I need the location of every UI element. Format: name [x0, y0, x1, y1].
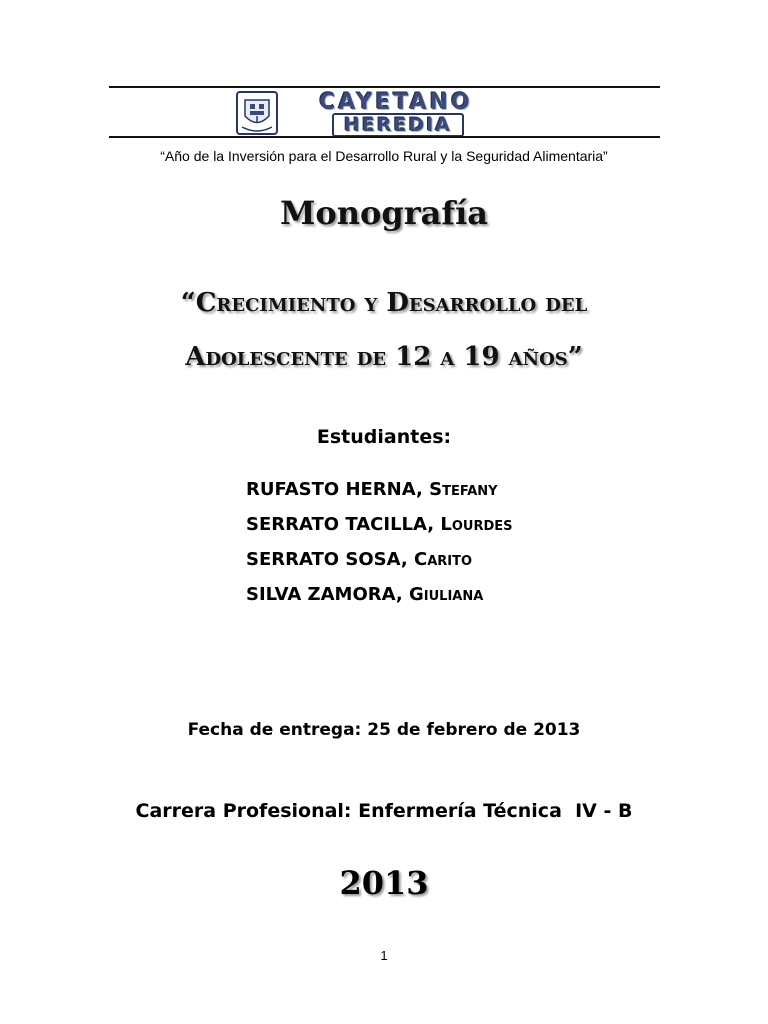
wordmark-line-2: HEREDIA — [332, 113, 464, 137]
wordmark-line-1: CAYETANO — [319, 90, 473, 115]
institute-emblem-icon — [236, 91, 278, 135]
header-bottom-rule — [109, 136, 660, 138]
student-surname: RUFASTO HERNA, — [246, 479, 423, 500]
students-label: Estudiantes: — [316, 426, 452, 448]
title-line-1: “Crecimiento y Desarrollo del — [180, 288, 588, 318]
title-line-2: Adolescente de 12 a 19 años” — [185, 342, 583, 372]
student-item — [246, 507, 513, 542]
student-item — [246, 577, 513, 612]
student-surname: SERRATO SOSA, — [246, 549, 408, 570]
year-motto: “Año de la Inversión para el Desarrollo Rural y la Seguridad Alimentaria” — [160, 148, 608, 164]
student-given-name: Lourdes — [440, 514, 513, 535]
student-given-name: Stefany — [429, 479, 498, 500]
student-item — [246, 472, 513, 507]
student-given-name: Carito — [413, 549, 473, 570]
career-line: Carrera Profesional: Enfermería Técnica IV - B — [135, 800, 633, 822]
students-list — [246, 472, 513, 612]
year-heading: 2013 — [339, 864, 429, 902]
student-given-name: Giuliana — [409, 584, 484, 605]
header-top-rule — [109, 86, 660, 88]
student-surname: SILVA ZAMORA, — [246, 584, 403, 605]
cayetano-heredia-wordmark — [316, 92, 476, 136]
document-type-heading: Monografía — [280, 194, 488, 232]
delivery-date: Fecha de entrega: 25 de febrero de 2013 — [187, 720, 581, 740]
student-surname: SERRATO TACILLA, — [246, 514, 435, 535]
page-number: 1 — [380, 948, 388, 963]
monograph-title — [0, 276, 768, 384]
student-item — [246, 542, 513, 577]
